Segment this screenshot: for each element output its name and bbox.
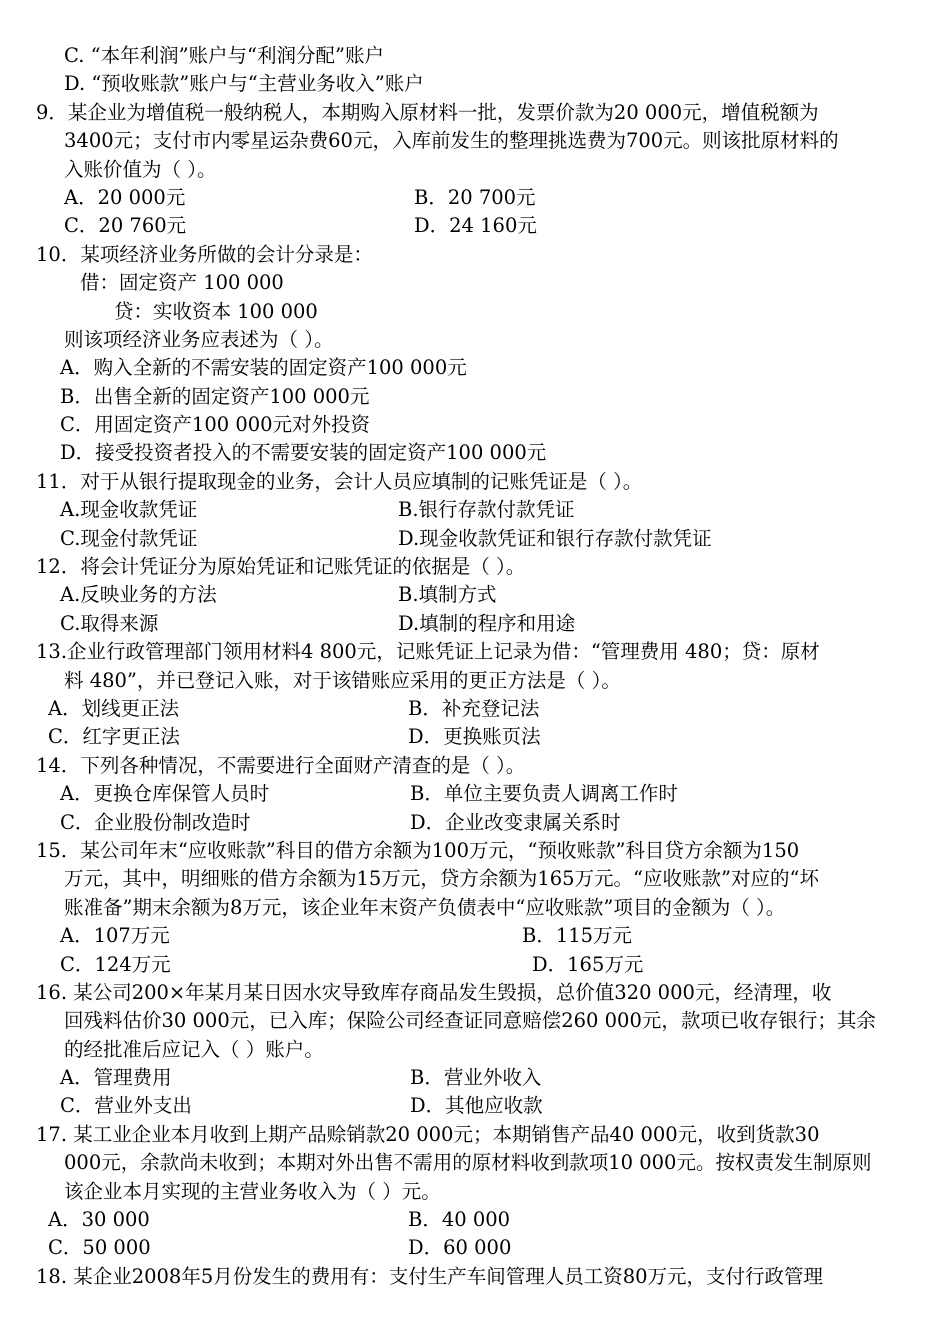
option-row [0, 1064, 950, 1092]
option-row [0, 1092, 950, 1120]
option-b: B.银行存款付款凭证 [398, 498, 575, 522]
option-c: C．20 760元 [64, 214, 187, 238]
option-c: C．50 000 [48, 1236, 151, 1260]
option-line: D. “预收账款”账户与“主营业务收入”账户 [64, 72, 424, 96]
option-d: D．24 160元 [414, 214, 537, 238]
question-line: 账准备”期末余额为8万元，该企业年末资产负债表中“应收账款”项目的金额为（ ）。 [64, 895, 786, 919]
question-line: 12．将会计凭证分为原始凭证和记账凭证的依据是（ ）。 [36, 555, 526, 579]
journal-credit: 贷：实收资本 100 000 [114, 299, 318, 323]
question-line: 000元，余款尚未收到；本期对外出售不需用的原材料收到款项10 000元。按权责发生制原则 [64, 1151, 872, 1175]
option-d: D．其他应收款 [410, 1094, 543, 1118]
option-a: A．20 000元 [64, 185, 186, 209]
question-line: 15．某公司年末“应收账款”科目的借方余额为100万元，“预收账款”科目贷方余额为150 [36, 838, 800, 862]
option-line: A．购入全新的不需安装的固定资产100 000元 [60, 356, 467, 380]
option-c: C．124万元 [60, 952, 171, 976]
option-b: B．营业外收入 [410, 1066, 542, 1090]
question-line: 9．某企业为增值税一般纳税人，本期购入原材料一批，发票价款为20 000元，增值税额为 [36, 100, 819, 124]
option-row [0, 809, 950, 837]
option-a: A．管理费用 [60, 1066, 172, 1090]
question-line: 18. 某企业2008年5月份发生的费用有：支付生产车间管理人员工资80万元，支付行政管理 [36, 1264, 824, 1288]
question-line: 11．对于从银行提取现金的业务，会计人员应填制的记账凭证是（ ）。 [36, 469, 643, 493]
option-c: C．红字更正法 [48, 725, 180, 749]
option-row [0, 780, 950, 808]
option-row [0, 496, 950, 524]
question-line: 入账价值为（ ）。 [64, 157, 217, 181]
option-d: D．165万元 [532, 952, 644, 976]
question-line: 回残料估价30 000元，已入库；保险公司经查证同意赔偿260 000元，款项已收存银行；其余 [64, 1009, 876, 1033]
option-d: D．更换账页法 [408, 725, 541, 749]
option-row [0, 525, 950, 553]
question-line: 该企业本月实现的主营业务收入为（ ）元。 [64, 1179, 441, 1203]
document-page [0, 42, 950, 1291]
option-row [0, 1234, 950, 1262]
question-line: 13.企业行政管理部门领用材料4 800元，记账凭证上记录为借：“管理费用 480；贷：原材 [36, 640, 820, 664]
option-line: C. “本年利润”账户与“利润分配”账户 [64, 44, 384, 67]
option-b: B．单位主要负责人调离工作时 [410, 782, 678, 806]
option-line: C．用固定资产100 000元对外投资 [60, 413, 371, 437]
question-line: 的经批准后应记入（ ）账户。 [64, 1037, 324, 1061]
option-b: B．补充登记法 [408, 696, 540, 720]
option-c: C.取得来源 [60, 611, 159, 635]
option-row [0, 922, 950, 950]
option-b: B．40 000 [408, 1208, 511, 1232]
journal-debit: 借：固定资产 100 000 [80, 271, 284, 295]
question-line: 料 480”，并已登记入账，对于该错账应采用的更正方法是（ ）。 [64, 668, 621, 692]
option-c: C.现金付款凭证 [60, 526, 198, 550]
option-d: D．60 000 [408, 1236, 512, 1260]
option-a: A．更换仓库保管人员时 [60, 782, 270, 806]
option-b: B．20 700元 [414, 185, 536, 209]
option-row [0, 581, 950, 609]
option-d: D.填制的程序和用途 [398, 611, 576, 635]
question-line: 16. 某公司200×年某月某日因水灾导致库存商品发生毁损，总价值320 000元，经清理，收 [36, 980, 832, 1004]
option-a: A.反映业务的方法 [60, 583, 217, 607]
option-row [0, 951, 950, 979]
option-row [0, 1206, 950, 1234]
option-row [0, 212, 950, 240]
option-row [0, 610, 950, 638]
question-line: 3400元；支付市内零星运杂费60元，入库前发生的整理挑选费为700元。则该批原材料的 [64, 129, 839, 153]
option-a: A．107万元 [60, 924, 170, 948]
option-d: D.现金收款凭证和银行存款付款凭证 [398, 526, 712, 550]
option-row [0, 695, 950, 723]
option-b: B.填制方式 [398, 583, 497, 607]
option-a: A．划线更正法 [48, 696, 180, 720]
option-b: B．115万元 [522, 924, 633, 948]
option-a: A．30 000 [48, 1208, 150, 1232]
option-line: B．出售全新的固定资产100 000元 [60, 384, 370, 408]
option-d: D．企业改变隶属关系时 [410, 810, 621, 834]
question-line: 10．某项经济业务所做的会计分录是： [36, 242, 373, 266]
option-a: A.现金收款凭证 [60, 498, 198, 522]
question-line: 则该项经济业务应表述为（ ）。 [64, 327, 334, 351]
option-line: D．接受投资者投入的不需要安装的固定资产100 000元 [60, 441, 547, 465]
question-line: 14．下列各种情况，不需要进行全面财产清查的是（ ）。 [36, 753, 526, 777]
option-c: C．营业外支出 [60, 1094, 192, 1118]
option-c: C．企业股份制改造时 [60, 810, 251, 834]
question-line: 17. 某工业企业本月收到上期产品赊销款20 000元；本期销售产品40 000元，收到货款30 [36, 1122, 820, 1146]
option-row [0, 184, 950, 212]
option-row [0, 723, 950, 751]
question-line: 万元，其中，明细账的借方余额为15万元，贷方余额为165万元。“应收账款”对应的“坏 [64, 867, 819, 891]
